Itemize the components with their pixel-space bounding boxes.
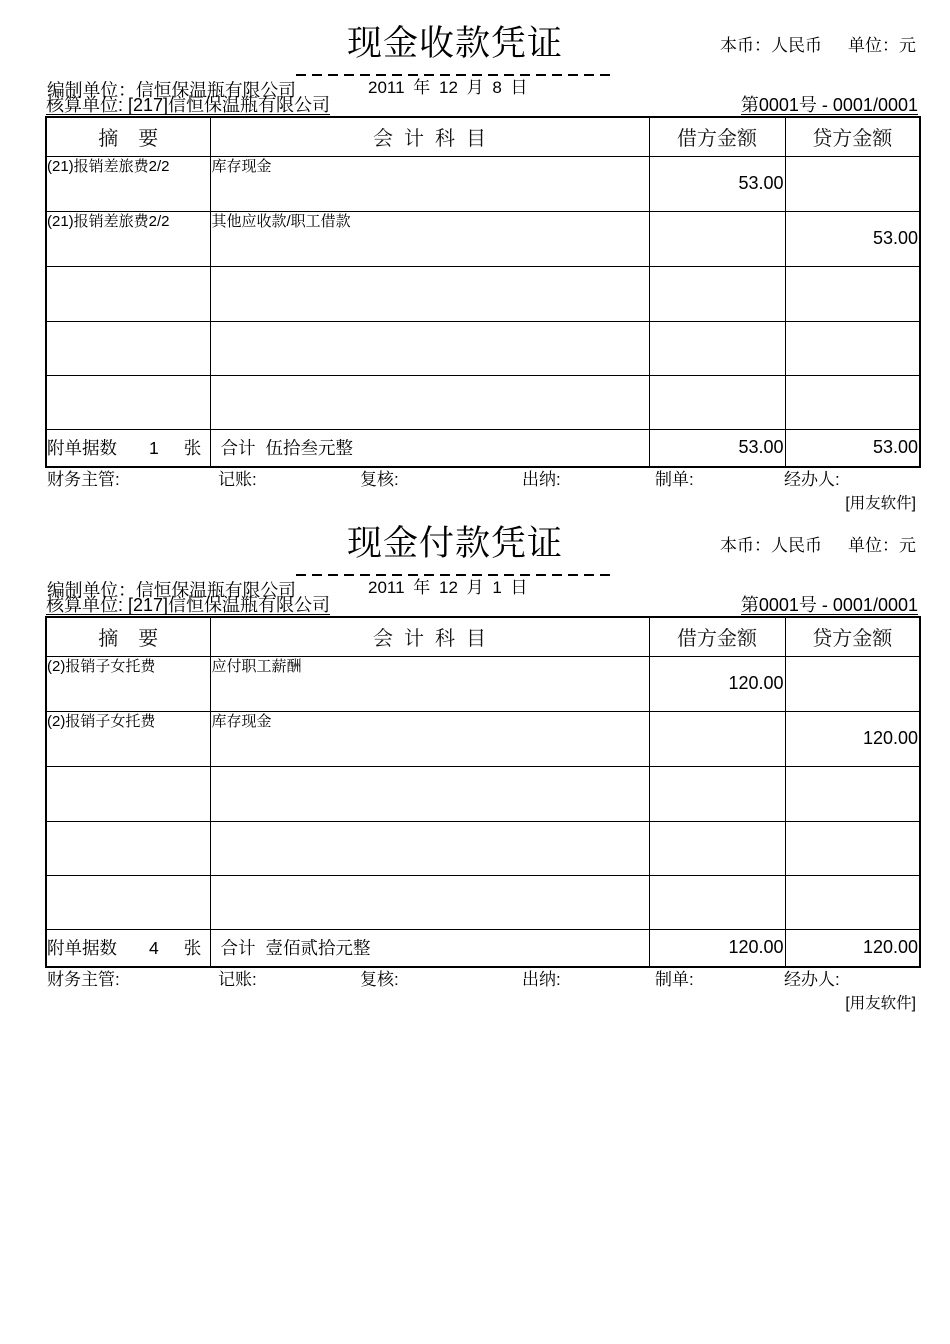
prepared-by-unit: 编制单位：信恒保温瓶有限公司 — [47, 580, 296, 600]
total-cell — [210, 429, 649, 467]
signature-bookkeeper: 记账: — [218, 470, 257, 489]
summary-cell — [46, 875, 210, 929]
credit-cell — [785, 766, 920, 821]
table-header-row — [46, 617, 920, 656]
header-debit: 借方金额 — [649, 117, 785, 156]
attachments-label: 附单据数 — [47, 438, 117, 459]
voucher-title: 现金付款凭证 — [346, 524, 563, 563]
table-head — [46, 117, 920, 156]
total-credit: 53.00 — [785, 429, 920, 467]
signature-reviewer: 复核: — [360, 470, 399, 489]
total-debit: 53.00 — [649, 429, 785, 467]
debit-cell — [649, 766, 785, 821]
table-row — [46, 656, 920, 711]
total-row — [46, 429, 920, 467]
unit-label: 单位：元 — [848, 36, 916, 55]
header-credit: 贷方金额 — [785, 117, 920, 156]
table-body — [46, 156, 920, 467]
signature-cashier: 出纳: — [522, 970, 561, 989]
credit-cell: 53.00 — [785, 211, 920, 266]
attachments-unit: 张 — [183, 938, 202, 959]
attachments-count: 4 — [149, 938, 159, 959]
account-cell — [210, 821, 649, 875]
summary-cell — [46, 766, 210, 821]
debit-cell — [649, 266, 785, 321]
total-amount-words: 伍拾叁元整 — [265, 438, 353, 459]
debit-cell — [649, 711, 785, 766]
debit-cell — [649, 821, 785, 875]
currency-label: 本币：人民币 — [720, 36, 822, 55]
summary-cell — [46, 375, 210, 429]
header-debit: 借方金额 — [649, 617, 785, 656]
voucher-number: 第0001号 - 0001/0001 — [740, 595, 918, 615]
header-summary: 摘 要 — [46, 117, 210, 156]
account-cell: 库存现金 — [210, 711, 649, 766]
account-cell — [210, 375, 649, 429]
attachments-label: 附单据数 — [47, 938, 117, 959]
summary-cell: (2)报销子女托费 — [46, 711, 210, 766]
summary-cell: (21)报销差旅费2/2 — [46, 156, 210, 211]
header-credit: 贷方金额 — [785, 617, 920, 656]
signature-cashier: 出纳: — [522, 470, 561, 489]
attachments-cell — [46, 429, 210, 467]
signature-finance-supervisor: 财务主管: — [47, 470, 120, 489]
voucher-2 — [0, 500, 950, 1012]
header-account: 会 计 科 目 — [210, 117, 649, 156]
total-credit: 120.00 — [785, 929, 920, 967]
account-cell: 库存现金 — [210, 156, 649, 211]
prepared-by-unit: 编制单位：信恒保温瓶有限公司 — [47, 80, 296, 100]
account-cell: 应付职工薪酬 — [210, 656, 649, 711]
voucher-date: 2011 年 12 月 8 日 — [368, 78, 528, 97]
signature-handler: 经办人: — [784, 970, 840, 989]
credit-cell — [785, 321, 920, 375]
credit-cell — [785, 875, 920, 929]
voucher-date: 2011 年 12 月 1 日 — [368, 578, 528, 597]
total-debit: 120.00 — [649, 929, 785, 967]
unit-label: 单位：元 — [848, 536, 916, 555]
header-account: 会 计 科 目 — [210, 617, 649, 656]
account-cell — [210, 875, 649, 929]
table-row — [46, 321, 920, 375]
title-dashed-rule — [296, 74, 614, 76]
signature-preparer: 制单: — [655, 970, 694, 989]
debit-cell — [649, 321, 785, 375]
attachments-count: 1 — [149, 438, 159, 459]
accounting-unit: 核算单位: [217]信恒保温瓶有限公司 — [46, 95, 331, 115]
total-label: 合计 — [220, 938, 256, 959]
signature-bookkeeper: 记账: — [218, 970, 257, 989]
software-label: [用友软件] — [845, 995, 916, 1012]
credit-cell — [785, 375, 920, 429]
summary-cell: (2)报销子女托费 — [46, 656, 210, 711]
account-cell — [210, 321, 649, 375]
credit-cell — [785, 821, 920, 875]
account-cell: 其他应收款/职工借款 — [210, 211, 649, 266]
credit-cell — [785, 156, 920, 211]
accounting-unit: 核算单位: [217]信恒保温瓶有限公司 — [46, 595, 331, 615]
table-row — [46, 375, 920, 429]
software-label: [用友软件] — [845, 495, 916, 512]
total-amount-words: 壹佰贰拾元整 — [265, 938, 371, 959]
account-cell — [210, 266, 649, 321]
table-body — [46, 656, 920, 967]
table-header-row — [46, 117, 920, 156]
header-summary: 摘 要 — [46, 617, 210, 656]
table-head — [46, 617, 920, 656]
signature-reviewer: 复核: — [360, 970, 399, 989]
table-row — [46, 211, 920, 266]
account-cell — [210, 766, 649, 821]
table-row — [46, 875, 920, 929]
signature-handler: 经办人: — [784, 470, 840, 489]
attachments-cell — [46, 929, 210, 967]
signature-preparer: 制单: — [655, 470, 694, 489]
voucher-table — [45, 116, 921, 468]
debit-cell — [649, 875, 785, 929]
voucher-number: 第0001号 - 0001/0001 — [740, 95, 918, 115]
total-row — [46, 929, 920, 967]
signature-finance-supervisor: 财务主管: — [47, 970, 120, 989]
credit-cell — [785, 656, 920, 711]
summary-cell — [46, 321, 210, 375]
total-cell — [210, 929, 649, 967]
title-dashed-rule — [296, 574, 614, 576]
total-label: 合计 — [220, 438, 256, 459]
summary-cell — [46, 821, 210, 875]
voucher-table — [45, 616, 921, 968]
voucher-title: 现金收款凭证 — [346, 24, 563, 63]
table-row — [46, 821, 920, 875]
debit-cell — [649, 375, 785, 429]
voucher-1 — [0, 0, 950, 512]
debit-cell: 53.00 — [649, 156, 785, 211]
debit-cell: 120.00 — [649, 656, 785, 711]
currency-label: 本币：人民币 — [720, 536, 822, 555]
table-row — [46, 156, 920, 211]
table-row — [46, 266, 920, 321]
credit-cell — [785, 266, 920, 321]
table-row — [46, 766, 920, 821]
attachments-unit: 张 — [183, 438, 202, 459]
debit-cell — [649, 211, 785, 266]
summary-cell: (21)报销差旅费2/2 — [46, 211, 210, 266]
summary-cell — [46, 266, 210, 321]
table-row — [46, 711, 920, 766]
credit-cell: 120.00 — [785, 711, 920, 766]
